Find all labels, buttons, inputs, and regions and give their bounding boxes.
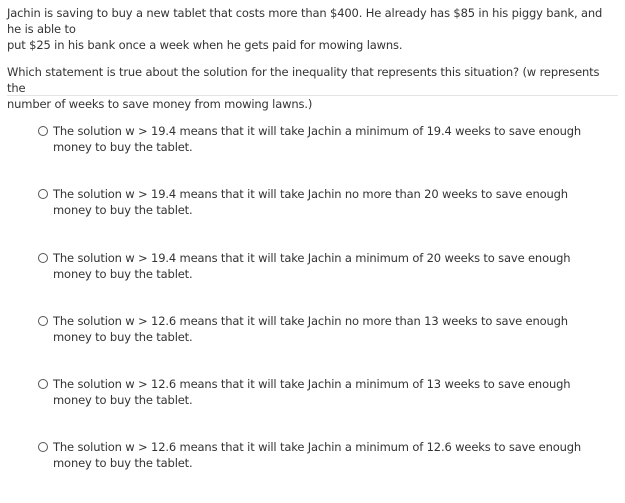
question-prompt-line1: Which statement is true about the solution for the inequality that represents this situation? (w represents the — [7, 65, 600, 95]
answer-option-6[interactable] — [38, 439, 598, 502]
answer-option-1-line2: money to buy the tablet. — [53, 140, 193, 154]
answer-option-6-line2: money to buy the tablet. — [53, 456, 193, 471]
radio-button-2[interactable] — [38, 189, 48, 199]
answer-option-5[interactable] — [38, 376, 598, 439]
answer-option-6-line1: The solution w > 12.6 means that it will take Jachin a minimum of 12.6 weeks to save enough — [53, 440, 582, 455]
radio-button-5[interactable] — [38, 379, 48, 389]
answer-option-3-line1: The solution w > 19.4 means that it will take Jachin a minimum of 20 weeks to save enough — [53, 250, 571, 265]
question-prompt-line2: number of weeks to save money from mowing lawns.) — [7, 97, 313, 111]
answer-option-2-text — [53, 186, 568, 218]
answer-options — [38, 123, 598, 503]
answer-option-6-text — [53, 439, 581, 471]
answer-option-1[interactable] — [38, 123, 598, 186]
question-intro-line1: Jachin is saving to buy a new tablet that costs more than $400. He already has $85 in his piggy bank, and he is able to — [7, 6, 603, 36]
question-prompt-text — [7, 64, 618, 112]
radio-button-1[interactable] — [38, 126, 48, 136]
answer-option-2-line1: The solution w > 19.4 means that it will take Jachin no more than 20 weeks to save enough — [53, 187, 568, 202]
answer-option-5-text — [53, 376, 570, 408]
radio-button-3[interactable] — [38, 253, 48, 263]
question-intro-line2: put $25 in his bank once a week when he gets paid for mowing lawns. — [7, 38, 403, 52]
divider — [7, 95, 618, 96]
answer-option-1-line1: The solution w > 19.4 means that it will take Jachin a minimum of 19.4 weeks to save enough — [53, 124, 582, 138]
answer-option-1-text — [53, 123, 581, 155]
answer-option-4[interactable] — [38, 313, 598, 376]
answer-option-4-text — [53, 313, 568, 345]
answer-option-2-line2: money to buy the tablet. — [53, 203, 193, 218]
answer-option-3[interactable] — [38, 250, 598, 313]
answer-option-4-line1: The solution w > 12.6 means that it will take Jachin no more than 13 weeks to save enough — [53, 313, 568, 328]
radio-button-4[interactable] — [38, 316, 48, 326]
radio-button-6[interactable] — [38, 442, 48, 452]
answer-option-5-line1: The solution w > 12.6 means that it will take Jachin a minimum of 13 weeks to save enough — [53, 377, 571, 392]
question-intro — [7, 5, 618, 53]
answer-option-3-line2: money to buy the tablet. — [53, 266, 193, 281]
answer-option-3-text — [53, 250, 570, 282]
answer-option-4-line2: money to buy the tablet. — [53, 329, 193, 344]
answer-option-2[interactable] — [38, 186, 598, 249]
answer-option-5-line2: money to buy the tablet. — [53, 393, 193, 408]
